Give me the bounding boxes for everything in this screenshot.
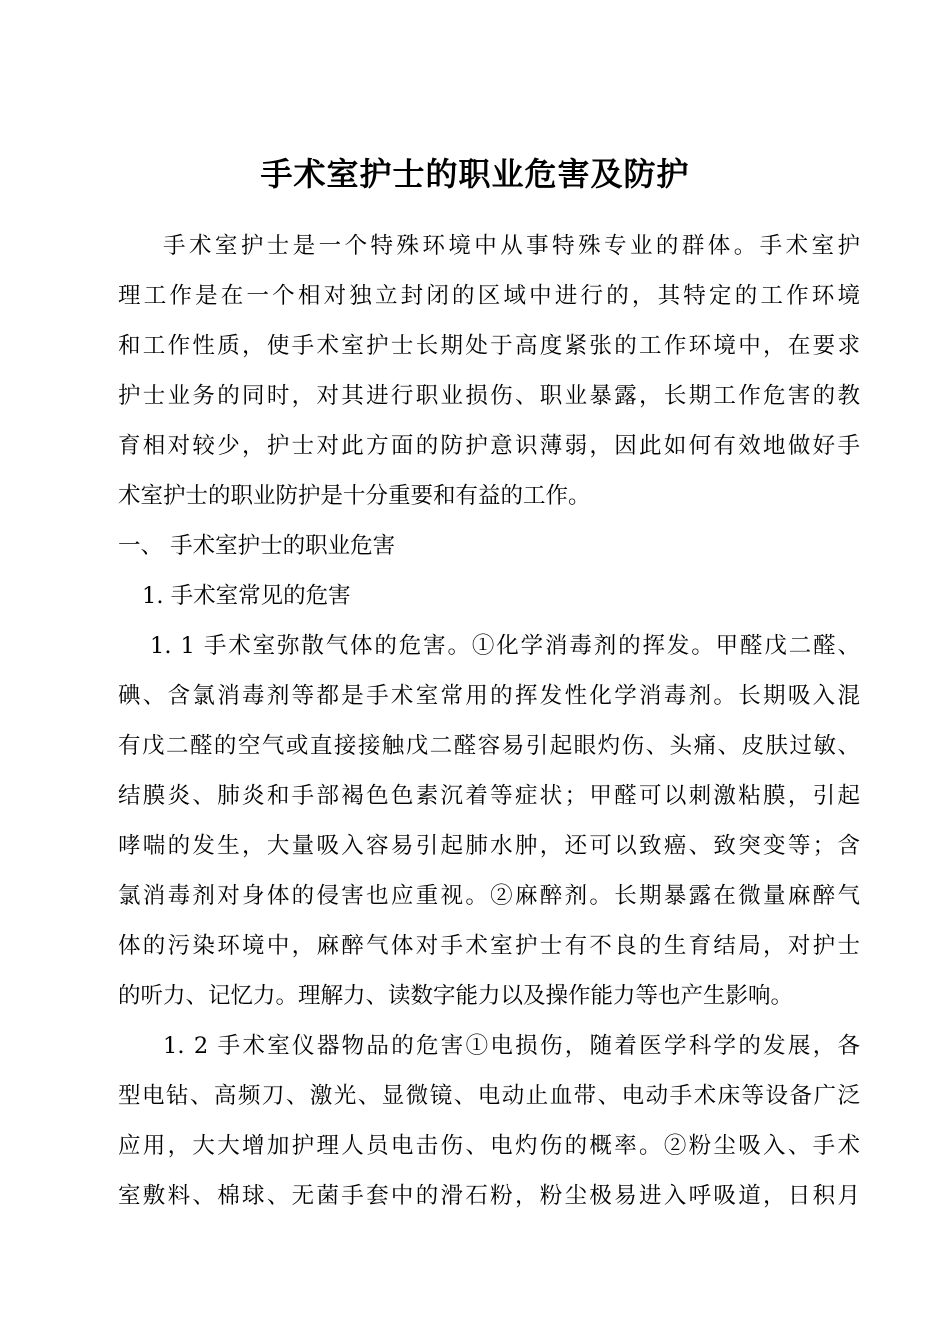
paragraph-line: 体的污染环境中，麻醉气体对手术室护士有不良的生育结局，对护士 [118,933,860,959]
paragraph-line: 1. 2 手术室仪器物品的危害①电损伤，随着医学科学的发展，各 [163,1033,860,1059]
paragraph-line: 1. 1 手术室弥散气体的危害。①化学消毒剂的挥发。甲醛戊二醛、 [150,633,860,659]
section-heading: 一、 手术室护士的职业危害 [118,533,396,559]
paragraph-line: 育相对较少，护士对此方面的防护意识薄弱，因此如何有效地做好手 [118,433,860,459]
paragraph-line: 碘、含氯消毒剂等都是手术室常用的挥发性化学消毒剂。长期吸入混 [118,683,860,709]
paragraph-line: 手术室护士是一个特殊环境中从事特殊专业的群体。手术室护 [163,233,860,259]
document-title: 手术室护士的职业危害及防护 [260,155,690,193]
paragraph-line: 护士业务的同时，对其进行职业损伤、职业暴露，长期工作危害的教 [118,383,860,409]
paragraph-line: 哮喘的发生，大量吸入容易引起肺水肿，还可以致癌、致突变等；含 [118,833,860,859]
paragraph-line: 结膜炎、肺炎和手部褐色色素沉着等症状；甲醛可以刺激粘膜，引起 [118,783,860,809]
paragraph-line: 和工作性质，使手术室护士长期处于高度紧张的工作环境中，在要求 [118,333,860,359]
paragraph-line: 室敷料、棉球、无菌手套中的滑石粉，粉尘极易进入呼吸道，日积月 [118,1183,860,1209]
paragraph-line: 术室护士的职业防护是十分重要和有益的工作。 [118,483,591,509]
paragraph-line: 理工作是在一个相对独立封闭的区域中进行的，其特定的工作环境 [118,283,860,309]
paragraph-line: 应用，大大增加护理人员电击伤、电灼伤的概率。②粉尘吸入、手术 [118,1133,860,1159]
paragraph-line: 的听力、记忆力。理解力、读数字能力以及操作能力等也产生影响。 [118,983,794,1009]
paragraph-line: 有戊二醛的空气或直接接触戊二醛容易引起眼灼伤、头痛、皮肤过敏、 [118,733,860,759]
subsection-heading: 1. 手术室常见的危害 [142,583,351,609]
paragraph-line: 氯消毒剂对身体的侵害也应重视。②麻醉剂。长期暴露在微量麻醉气 [118,883,860,909]
paragraph-line: 型电钻、高频刀、激光、显微镜、电动止血带、电动手术床等设备广泛 [118,1083,860,1109]
